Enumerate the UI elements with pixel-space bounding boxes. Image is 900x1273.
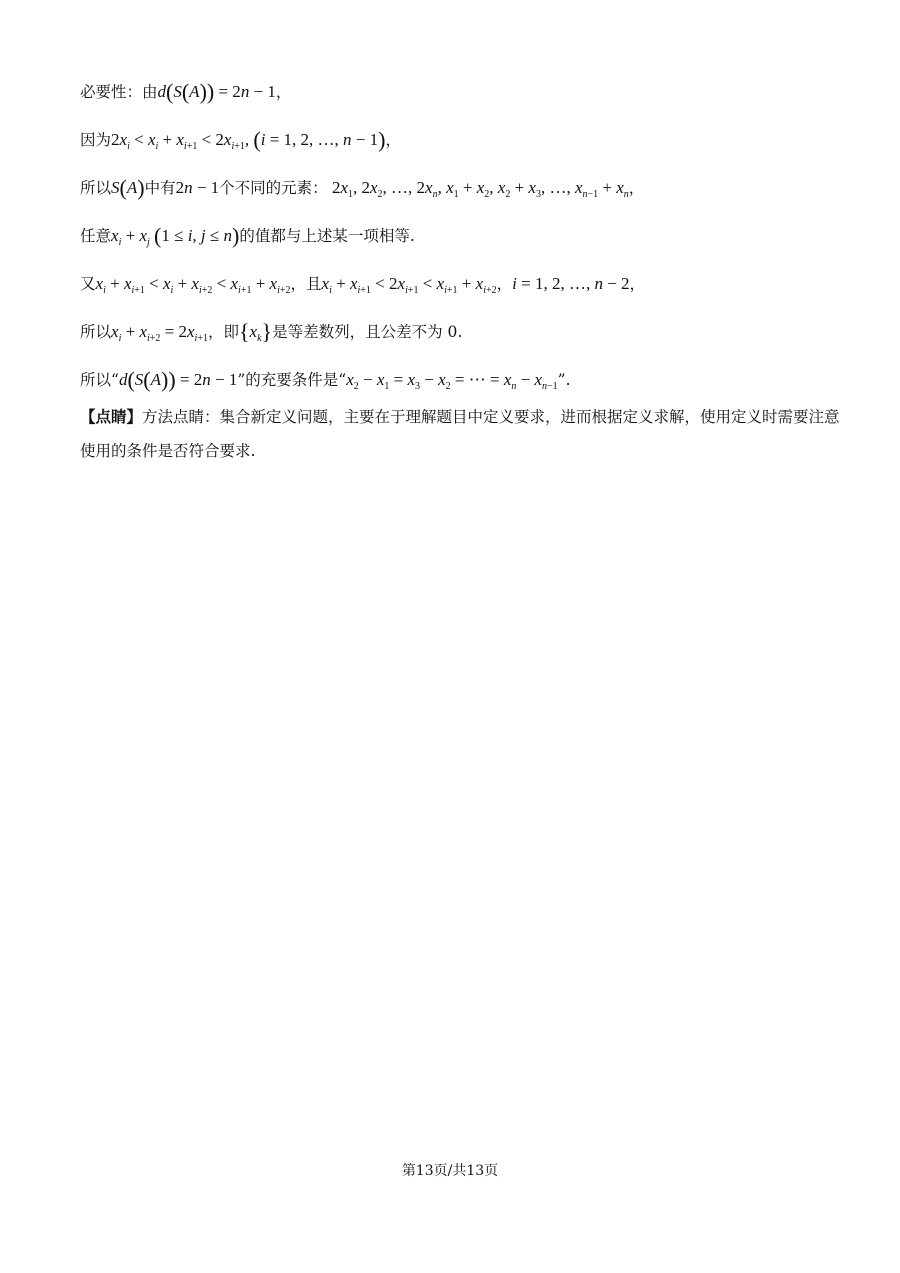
line-4-prefix: 任意 [80,227,112,245]
line-6-suffix: 是等差数列，且公差不为 0. [272,323,463,341]
formula-d-sa-2: d(S(A)) = 2n − 1 [118,367,238,392]
line-any [80,224,840,255]
formula-2n-1: 2n − 1 [175,178,220,197]
formula-inequality: $2x_i < x_i + x_{i+1} < 2x_{i+1}$, (i = 1, 2, …, n − 1) [111,127,386,152]
note-text: 方法点睛：集合新定义问题，主要在于理解题目中定义要求，进而根据定义求解，使用定义时需要注意使用的条件是否符合要求. [80,408,840,460]
formula-element-list: $2x_1$, $2x_2$, …, $2x_n$, $x_1 + x_2$, $x_2 + x_3$, …, $x_{n-1} + x_n$ [327,178,629,200]
line-6-prefix: 所以 [80,323,112,341]
line-because: 因为$2x_i < x_i + x_{i+1} < 2x_{i+1}$, (i = 1, 2, …, n − 1)， [80,127,401,152]
formula-equal-diffs: $x_2 - x_1 = x_3 - x_2$ = ⋯ = $x_n - x_{n-1}$ [346,370,558,392]
line-5-prefix: 又 [80,275,96,293]
line-elements: 所以S(A)中有2n − 1个不同的元素： $2x_1$, $2x_2$, …, $2x_n$, $x_1 + x_2$, $x_2 + x_3$, …, $x_{n-1} + x_n$， [80,175,645,200]
line-7-prefix: 所以“ [80,371,119,389]
line-3-middle2: 个不同的元素： [219,179,328,197]
line-4-suffix: 的值都与上述某一项相等. [239,227,415,245]
formula-chain-2: $x_i + x_{i+1} < 2x_{i+1} < x_{i+1} + x_{i+2}$ [321,274,497,296]
formula-midpoint: $x_i + x_{i+2} = 2x_{i+1}$ [111,322,208,344]
line-conclusion [80,368,840,399]
line-7-suffix: ”. [557,371,571,389]
note-bracket: 【点睛】 [80,407,143,426]
formula-index-range: i = 1, 2, …, n − 2 [512,274,630,293]
line-1-prefix: 必要性：由 [80,83,158,101]
line-necessity: 必要性：由d(S(A)) = 2n − 1， [80,79,292,104]
line-6-middle: ，即 [207,323,239,341]
line-2-prefix: 因为 [80,131,112,149]
formula-xi-xj: $x_i + x_j$ (1 ≤ i, j ≤ n) [111,223,240,248]
page-footer: 第13页/共13页 [401,1163,499,1179]
formula-sa: S(A) [111,175,145,200]
formula-chain-1: $x_i + x_{i+1} < x_i + x_{i+2} < x_{i+1} + x_{i+2}$ [95,274,291,296]
line-so-arith [80,320,840,351]
line-7-middle: ”的充要条件是“ [237,371,347,389]
formula-sequence: $\{x_k\}$ [238,319,273,344]
line-3-middle: 中有 [144,179,176,197]
note-paragraph [80,400,840,468]
line-5-middle: ，且 [290,275,322,293]
line-3-prefix: 所以 [80,179,112,197]
formula-d-sa: d(S(A)) = 2n − 1 [157,79,276,104]
line-also: 又$x_i + x_{i+1} < x_i + x_{i+2} < x_{i+1} + x_{i+2}$，且$x_i + x_{i+1} < 2x_{i+1} < x_{i+1} + x_{i+2}$，i = 1, 2, …, n − 2， [80,274,646,296]
